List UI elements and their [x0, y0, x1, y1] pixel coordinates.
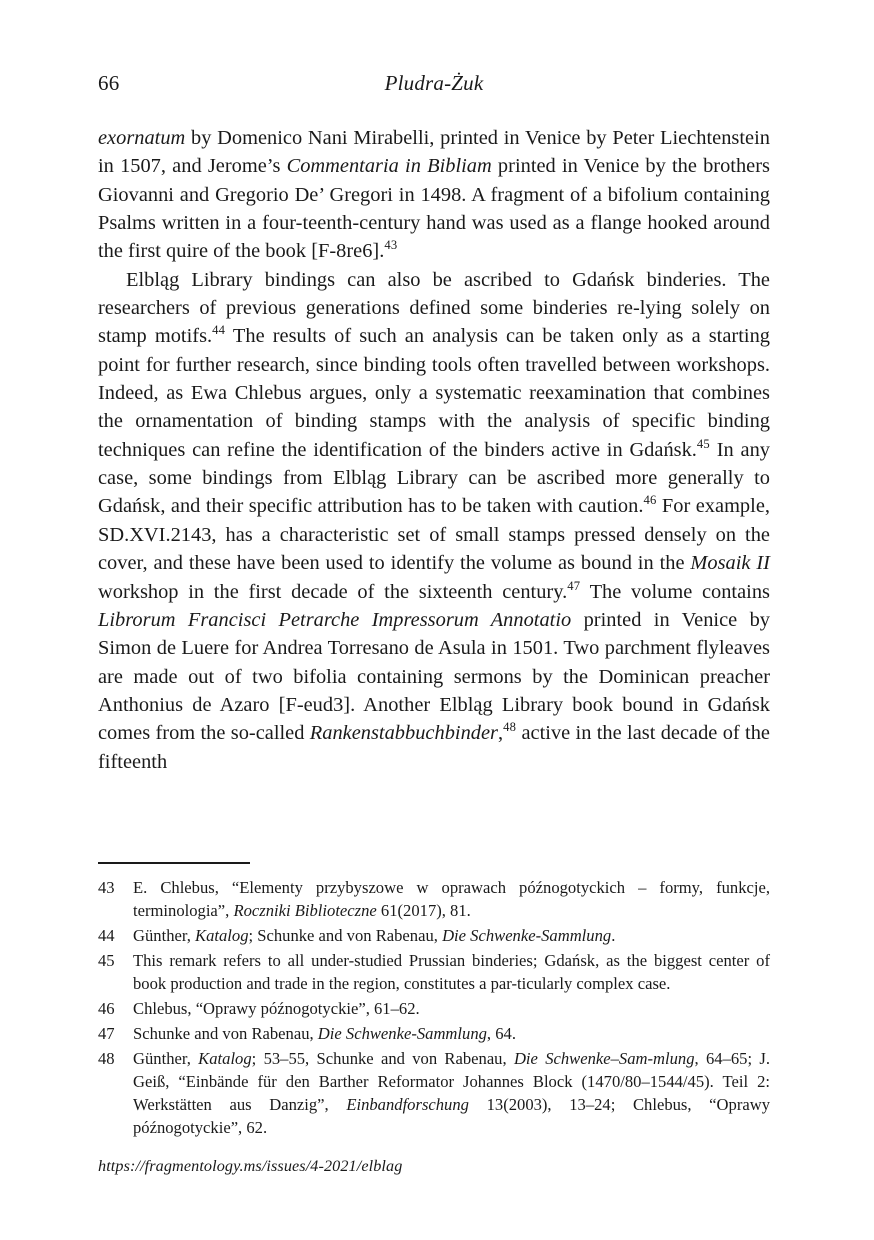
footnote-number: 46 — [98, 998, 115, 1018]
footnote-item — [98, 997, 770, 1020]
paragraph-elblag-bindings: Elbląg Library bindings can also be ascribed to Gdańsk binderies. The researchers of previous generations defined some binderies re-lying solely on stamp motifs.$^{44}$ The results of such an analysis can be taken only as a starting point for further research, since binding tools often travelled between workshops. Indeed, as Ewa Chlebus argues, only a systematic reexamination that combines the ornamentation of binding stamps with the analysis of specific binding techniques can refine the identification of the binders active in Gdańsk.$^{45}$ In any case, some bindings from Elbląg Library can be ascribed more generally to Gdańsk, and their specific attribution has to be taken with caution.$^{46}$ For example, SD.XVI.2143, has a characteristic set of small stamps pressed densely on the cover, and these have been used to identify the volume as bound in the Mosaik II workshop in the first decade of the sixteenth century.$^{47}$ The volume contains Librorum Francisci Petrarche Impressorum Annotatio printed in Venice by Simon de Luere for Andrea Torresano de Asula in 1501. Two parchment flyleaves are made out of two bifolia containing sermons by the Dominican preacher Anthonius de Azaro [F-eud3]. Another Elbląg Library book bound in Gdańsk comes from the so-called Rankenstabbuchbinder,$^{48}$ active in the last decade of the fifteenth — [98, 268, 770, 773]
footnote-number: 47 — [98, 1023, 115, 1043]
footnote-number: 43 — [98, 878, 115, 897]
page-number: 66 — [98, 71, 120, 95]
running-title: Pludra-Żuk — [384, 71, 484, 95]
footnote-item — [98, 876, 770, 923]
footnote-number: 48 — [98, 1048, 115, 1068]
footnote-text: Schunke and von Rabenau, Die Schwenke-Sammlung, 64. — [133, 1023, 516, 1043]
body-text — [98, 124, 770, 776]
footnote-text: E. Chlebus, “Elementy przybyszowe w oprawach późnogotyckich – formy, funkcje, terminologia”, Roczniki Biblioteczne 61(2017), 81. — [133, 878, 770, 921]
footnote-text: Günther, Katalog; 53–55, Schunke and von Rabenau, Die Schwenke–Sam-mlung, 64–65; J. Geiß, “Einbände für den Barther Reformator Johannes Block (1470/80–1544/45). Teil 2: Werkstätten aus Danzig”, Einbandforschung 13(2003), 13–24; Chlebus, “Oprawy późnogotyckie”, 62. — [133, 1048, 770, 1138]
footnote-number: 44 — [98, 926, 115, 946]
paragraph-continued: exornatum by Domenico Nani Mirabelli, printed in Venice by Peter Liechtenstein in 1507, and Jerome’s Commentaria in Bibliam printed in Venice by the brothers Giovanni and Gregorio De’ Gregori in 1498. A fragment of a bifolium containing Psalms written in a four-teenth-century hand was used as a flange hooked around the first quire of the book [F-8re6].$^{43}$ — [98, 127, 770, 263]
footnote-item — [98, 1047, 770, 1140]
footnote-separator-rule — [98, 862, 250, 864]
footnote-text: Chlebus, “Oprawy późnogotyckie”, 61–62. — [133, 998, 420, 1018]
footnote-text: This remark refers to all under-studied Prussian binderies; Gdańsk, as the biggest center of book production and trade in the region, constitutes a par-ticularly complex case. — [133, 950, 770, 994]
footnote-item — [98, 924, 770, 947]
footer-url[interactable]: https://fragmentology.ms/issues/4-2021/elblag — [98, 1157, 403, 1175]
footnotes-section — [98, 862, 770, 1141]
footnote-item — [98, 1022, 770, 1045]
running-head — [98, 68, 770, 98]
footnote-number: 45 — [98, 950, 115, 970]
footnote-text: Günther, Katalog; Schunke and von Rabenau, Die Schwenke-Sammlung. — [133, 926, 616, 946]
footnote-item — [98, 949, 770, 996]
footnote-list — [98, 876, 770, 1140]
